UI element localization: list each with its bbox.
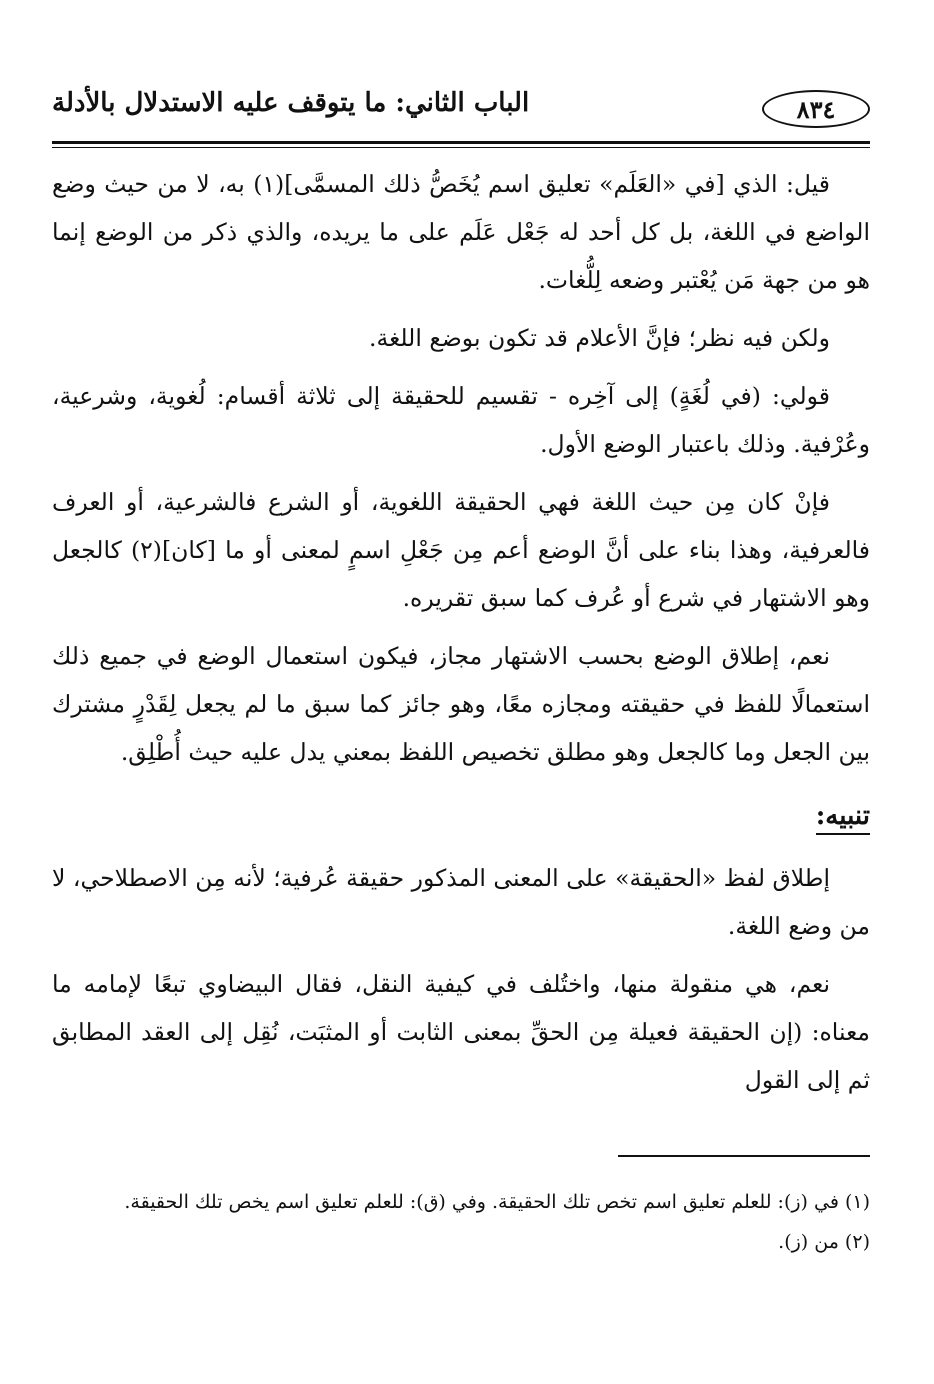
header-rule-thin — [52, 147, 870, 148]
paragraph-1: قيل: الذي [في «العَلَم» تعليق اسم يُخَصُّ ذلك المسمَّى](١) به، لا من حيث وضع الواضع في اللغة، بل كل أحد له جَعْل عَلَم على ما يريده، والذي ذكر من الوضع إنما هو من جهة مَن يُعْتبر وضعه لِلُّغات. — [52, 170, 870, 294]
paragraph-7: نعم، هي منقولة منها، واختُلف في كيفية النقل، فقال البيضاوي تبعًا لإمامه ما معناه: (إن الحقيقة فعيلة مِن الحقِّ بمعنى الثابت أو المثبَت، نُقِل إلى العقد المطابق ثم إلى القول — [52, 970, 870, 1094]
header-rule-thick — [52, 141, 870, 144]
paragraph-2: ولكن فيه نظر؛ فإنَّ الأعلام قد تكون بوضع اللغة. — [369, 324, 830, 352]
paragraph-5: نعم، إطلاق الوضع بحسب الاشتهار مجاز، فيكون استعمال الوضع في جميع ذلك استعمالًا للفظ في حقيقته ومجازه معًا، وهو جائز كما سبق ما لم يجعل لِقَدْرٍ مشترك بين الجعل وما كالجعل وهو مطلق تخصيص اللفظ بمعني يدل عليه حيث أُطْلِق. — [52, 642, 870, 766]
running-title: الباب الثاني: ما يتوقف عليه الاستدلال بالأدلة — [52, 88, 530, 118]
footnote-1: (١) في (ز): للعلم تعليق اسم تخص تلك الحقيقة. وفي (ق): للعلم تعليق اسم يخص تلك الحقيقة. — [124, 1191, 870, 1213]
page-header — [52, 88, 870, 138]
page-number: ٨٣٤ — [762, 90, 870, 128]
main-text — [52, 160, 870, 1114]
footnotes — [52, 1182, 870, 1262]
paragraph-3: قولي: (في لُغَةٍ) إلى آخِره - تقسيم للحقيقة إلى ثلاثة أقسام: لُغوية، وشرعية، وعُرْفية. وذلك باعتبار الوضع الأول. — [52, 382, 870, 458]
paragraph-4: فإنْ كان مِن حيث اللغة فهي الحقيقة اللغوية، أو الشرع فالشرعية، أو العرف فالعرفية، وهذا بناء على أنَّ الوضع أعم مِن جَعْلِ اسمٍ لمعنى أو ما [كان](٢) كالجعل وهو الاشتهار في شرع أو عُرف كما سبق تقريره. — [52, 488, 870, 612]
footnote-2: (٢) من (ز). — [778, 1231, 870, 1253]
paragraph-6: إطلاق لفظ «الحقيقة» على المعنى المذكور حقيقة عُرفية؛ لأنه مِن الاصطلاحي، لا من وضع اللغة. — [52, 864, 870, 940]
section-heading-label: تنبيه: — [816, 801, 870, 835]
section-heading — [52, 792, 870, 840]
footnote-separator — [618, 1155, 870, 1157]
